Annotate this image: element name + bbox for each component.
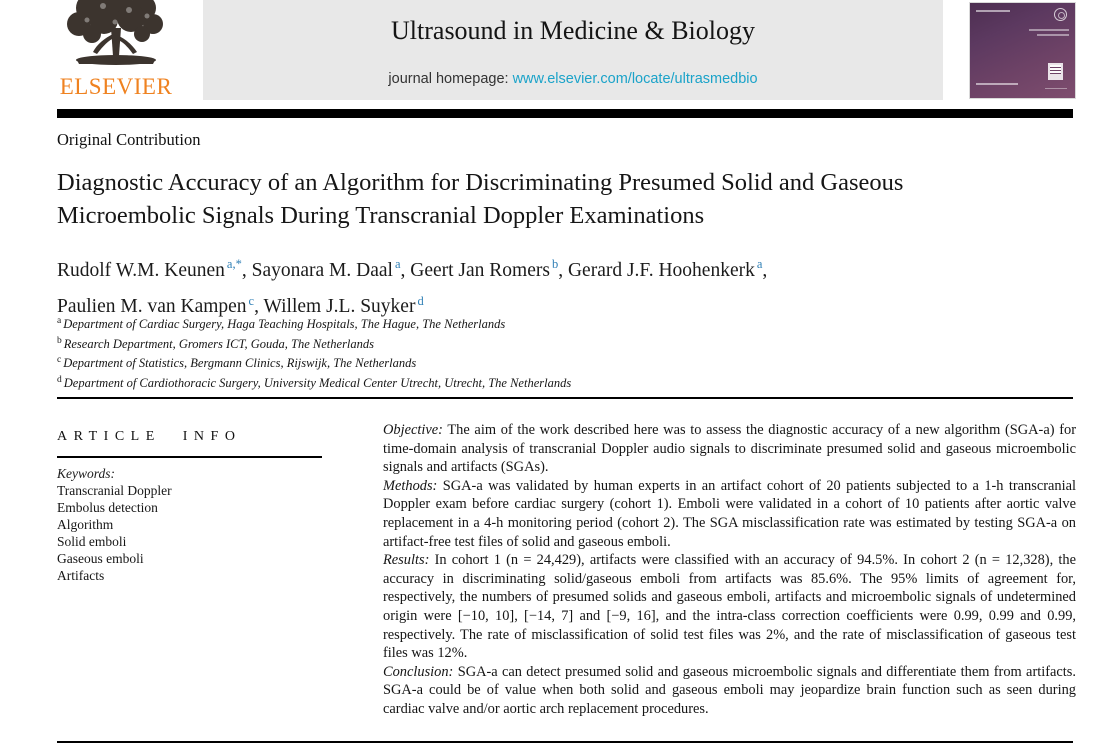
keywords-label: Keywords: (57, 465, 115, 481)
keyword: Algorithm (57, 516, 114, 532)
affiliation: $^d$ Department of Cardiothoracic Surgery, University Medical Center Utrecht, Utrecht, The Netherlands (57, 374, 572, 390)
cover-footer-text-bar (976, 83, 1018, 85)
affiliation: $^c$ Department of Statistics, Bergmann Clinics, Rijswijk, The Netherlands (57, 355, 417, 371)
affiliation: $^a$ Department of Cardiac Surgery, Haga Teaching Hospitals, The Hague, The Netherlands (57, 316, 506, 332)
article-info-heading: ARTICLE INFO (57, 429, 242, 444)
author-list (57, 249, 1017, 322)
article-title: Diagnostic Accuracy of an Algorithm for Discriminating Presumed Solid and Gaseous Microembolic Signals During Transcranial Doppler Examinations (57, 169, 904, 229)
author: Paulien M. van Kampen $^c$, (57, 293, 264, 317)
keyword: Embolus detection (57, 499, 158, 515)
author-affiliation-sup: c (248, 293, 255, 308)
cover-society-emblem-icon (1054, 8, 1067, 21)
author-affiliation-sup: a,* (226, 257, 242, 271)
author: Geert Jan Romers $^b$, (410, 257, 568, 281)
author: Gerard J.F. Hoohenkerk $^a$, (567, 257, 768, 281)
homepage-link[interactable]: www.elsevier.com/locate/ultrasmedbio (512, 71, 758, 87)
author: Willem J.L. Suyker $^d$ (263, 293, 424, 317)
cover-issue-text-bar (976, 10, 1010, 12)
article-section-label: Original Contribution (57, 130, 201, 149)
article-info-rule (57, 456, 322, 458)
author: Sayonara M. Daal $^a$, (251, 257, 411, 281)
elsevier-tree-icon (57, 0, 175, 76)
journal-banner (203, 0, 943, 100)
journal-cover-thumbnail (970, 3, 1075, 98)
elsevier-logo (55, 0, 177, 101)
cover-subtitle-bar (1037, 34, 1069, 36)
affiliation: $^b$ Research Department, Gromers ICT, Gouda, The Netherlands (57, 335, 375, 351)
abstract-bottom-rule (57, 741, 1073, 743)
keyword: Transcranial Doppler (57, 482, 172, 498)
abstract-conclusion: Conclusion: SGA-a can detect presumed solid and gaseous microembolic signals and differentiate them from artifacts. SGA-a could be of value when both solid and gaseous emboli may jeopardize brain function such as seen during cardiac valve and/or aortic arch replacement procedures. (383, 663, 1076, 717)
keyword: Artifacts (57, 567, 105, 583)
keyword: Solid emboli (57, 533, 127, 549)
cover-publisher-emblem-icon (1048, 63, 1063, 80)
header-divider-bar (57, 109, 1073, 118)
author: Rudolf W.M. Keunen $^{a,*}$, (57, 257, 252, 281)
author-affiliation-sup: b (551, 257, 559, 271)
cover-emblem-caption-bar (1045, 88, 1067, 90)
author-affiliation-sup: d (417, 293, 424, 308)
author-affiliation-sup: a (756, 257, 763, 271)
homepage-label: journal homepage: (388, 71, 509, 87)
abstract-methods: Methods: SGA-a was validated by human experts in an artifact cohort of 20 patients subjected to a 1-h transcranial Doppler exam before cardiac surgery (cohort 1). Emboli were validated in a cohort of 10 patients after aortic valve replacement in a 4-h monitoring period (cohort 2). The SGA misclassification rate was estimated by testing SGA-a on artifact-free test files of solid and gaseous emboli. (383, 477, 1076, 550)
journal-title: Ultrasound in Medicine & Biology (391, 16, 755, 45)
keyword: Gaseous emboli (57, 550, 144, 566)
author-affiliation-sup: a (394, 257, 401, 271)
journal-homepage-line (203, 71, 943, 87)
abstract-objective: Objective: The aim of the work described here was to assess the diagnostic accuracy of a new algorithm (SGA-a) for time-domain analysis of transcranial Doppler audio signals to discriminate presumed solid and gaseous microembolic signals and artifacts (SGAs). (383, 422, 1076, 476)
abstract (383, 421, 1076, 719)
cover-subtitle-bar (1029, 29, 1069, 31)
article-info-panel (57, 429, 323, 584)
abstract-top-rule (57, 397, 1073, 399)
publisher-name: ELSEVIER (59, 74, 173, 99)
abstract-results: Results: In cohort 1 (n = 24,429), artifacts were classified with an accuracy of 94.5%. In cohort 2 (n = 12,328), the accuracy in discriminating solid/gaseous emboli from artifacts was 85.6%. The 95% limits of agreement for, respectively, the numbers of presumed solids and gaseous emboli, artifacts and microembolic signals of undetermined origin were [−10, 10], [−14, 7] and [−9, 16], and the intra-class correction coefficients were 0.99, 0.99 and 0.99, respectively. The rate of misclassification of solid test files was 2%, and the rate of misclassification of gaseous test files was 12%. (383, 552, 1076, 662)
affiliation-list (57, 313, 571, 391)
